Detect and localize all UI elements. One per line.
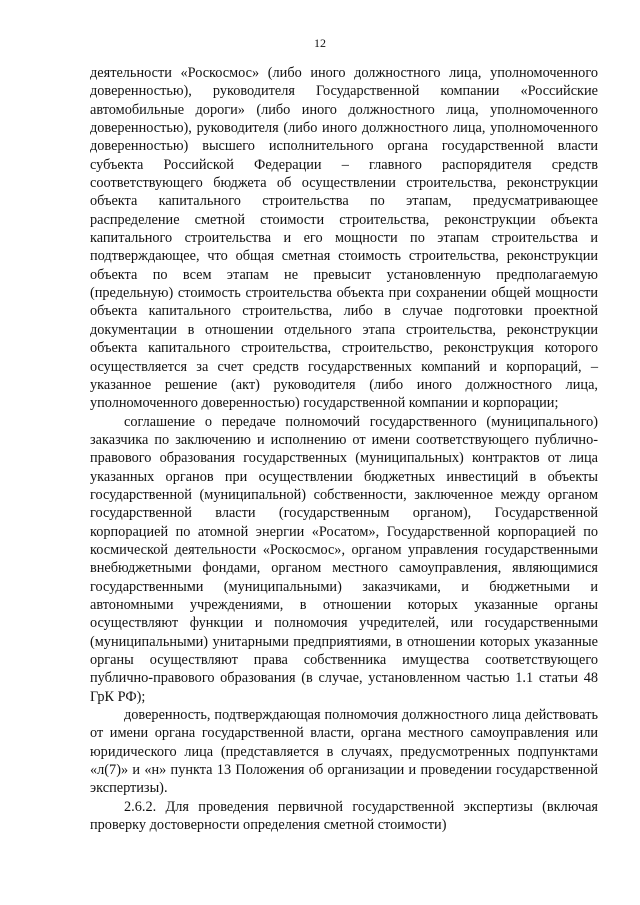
paragraph-continuation: деятельности «Роскосмос» (либо иного должностного лица, уполномоченного доверенностью), руководителя Государственной компании «Российские автомобильные дороги» (либо иного должностного лица, уполномоченного доверенностью), руководителя (либо иного должностного лица, уполномоченного доверенностью) высшего исполнительного органа государственной власти субъекта Российской Федерации – главного распорядителя средств соответствующего бюджета об осуществлении строительства, реконструкции объекта капитального строительства по этапам, предусматривающее распределение сметной стоимости строительства, реконструкции объекта капитального строительства и его мощности по этапам строительства и подтверждающее, что общая сметная стоимость строительства, реконструкции объекта по всем этапам не превысит установленную предполагаемую (предельную) стоимость строительства объекта при сохранении общей мощности объекта капитального строительства, либо в случае подготовки проектной документации в отношении отдельного этапа строительства, реконструкции объекта капитального строительства, строительство, реконструкция которого осуществляется за счет средств государственных компаний и корпораций, – указанное решение (акт) руководителя (либо иного должностного лица, уполномоченного доверенностью) государственной компании и корпорации;	[90, 65, 598, 412]
document-body	[90, 64, 598, 834]
paragraph-section-2-6-2: 2.6.2. Для проведения первичной государственной экспертизы (включая проверку достоверности определения сметной стоимости)	[90, 798, 598, 834]
paragraph-power-of-attorney: доверенность, подтверждающая полномочия должностного лица действовать от имени органа государственной власти, органа местного самоуправления или юридического лица (представляется в случаях, предусмотренных подпунктами «л(7)» и «н» пункта 13 Положения об организации и проведении государственной экспертизы).	[90, 707, 598, 797]
page-number: 12	[314, 36, 326, 50]
paragraph-agreement: соглашение о передаче полномочий государственного (муниципального) заказчика по заключению и исполнению от имени соответствующего публично-правового образования государственных (муниципальных) контрактов от лица указанных органов при осуществлении бюджетных инвестиций в объекты государственной (муниципальной) собственности, заключенное между органом государственной власти (государственным органом), Государственной корпорацией по атомной энергии «Росатом», Государственной корпорацией по космической деятельности «Роскосмос», органом управления государственными внебюджетными фондами, органом местного самоуправления, являющимися государственными (муниципальными) заказчиками, и бюджетными и автономными учреждениями, в отношении которых указанные органы осуществляют функции и полномочия учредителей, или государственными (муниципальными) унитарными предприятиями, в отношении которых указанные органы осуществляют права собственника имущества соответствующего публично-правового образования (в случае, установленном частью 1.1 статьи 48 ГрК РФ);	[90, 413, 598, 705]
